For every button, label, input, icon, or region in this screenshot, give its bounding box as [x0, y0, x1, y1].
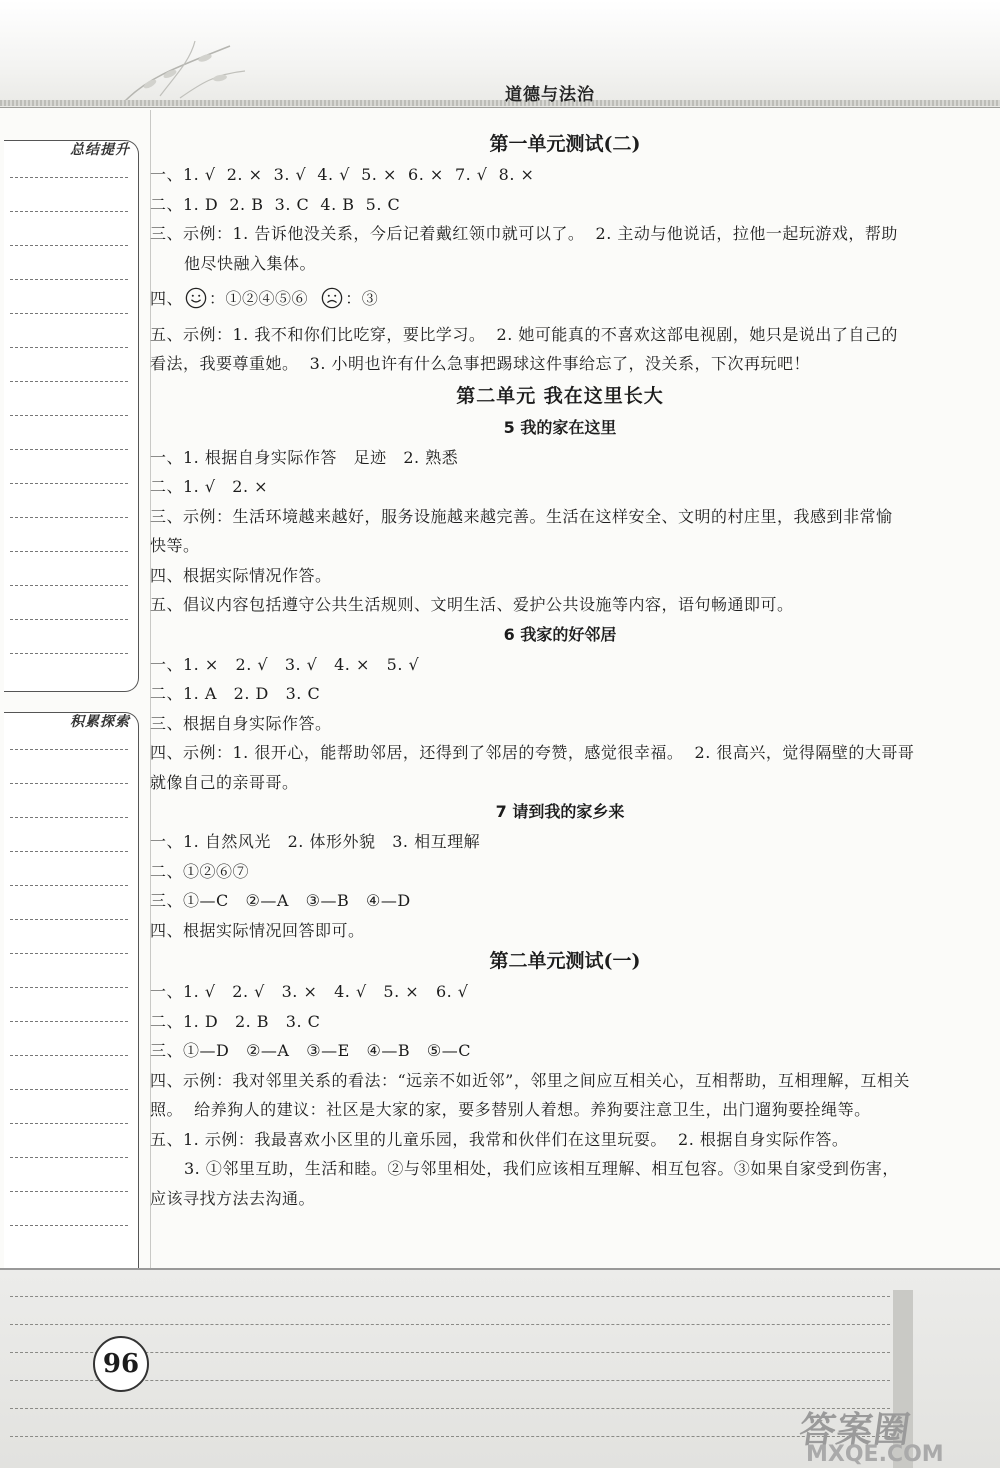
footer-rule [0, 1268, 1000, 1270]
writing-line [10, 1123, 128, 1124]
answer-line: 二、①②⑥⑦ [150, 861, 250, 881]
footer-writing-line [10, 1436, 890, 1437]
writing-line [10, 313, 128, 314]
writing-line [10, 415, 128, 416]
lesson6-title: 6 我家的好邻居 [503, 624, 617, 644]
writing-line [10, 817, 128, 818]
sidebar-explore-box [4, 712, 139, 1269]
sad-answers: ：③ [345, 289, 379, 308]
writing-line [10, 1089, 128, 1090]
answer-line: 一、1. √ 2. × 3. √ 4. √ 5. × 6. × 7. √ 8. × [150, 165, 535, 184]
answer-line: 一、1. √ 2. √ 3. × 4. √ 5. × 6. √ [150, 982, 469, 1001]
answer-line: 看法，我要尊重她。 3. 小明也许有什么急事把踢球这件事给忘了，没关系，下次再玩吧！ [150, 354, 811, 373]
page-number: 96 [93, 1336, 149, 1392]
writing-line [10, 783, 128, 784]
writing-line [10, 381, 128, 382]
sidebar-explore-title: 积累探索 [70, 714, 130, 730]
answer-line: 五、示例：1. 我不和你们比吃穿，要比学习。 2. 她可能真的不喜欢这部电视剧，她只是说出了自己的 [150, 324, 898, 344]
answer-line: 应该寻找方法去沟通。 [150, 1188, 316, 1208]
subject-title: 道德与法治 [505, 85, 595, 105]
writing-line [10, 1225, 128, 1226]
writing-line [10, 347, 128, 348]
answer-prefix: 四、 [150, 289, 184, 308]
answer-line: 3. ①邻里互助，生活和睦。②与邻里相处，我们应该相互理解、相互包容。③如果自家受到伤害， [184, 1159, 899, 1178]
writing-line [10, 1055, 128, 1056]
answer-line: 二、1. √ 2. × [150, 477, 269, 496]
writing-line [10, 245, 128, 246]
writing-line [10, 653, 128, 654]
writing-line [10, 211, 128, 212]
writing-line [10, 483, 128, 484]
answer-line: 二、1. A 2. D 3. C [150, 684, 321, 703]
footer-writing-line [10, 1324, 890, 1325]
writing-line [10, 919, 128, 920]
writing-line [10, 1191, 128, 1192]
answer-line: 五、1. 示例：我最喜欢小区里的儿童乐园，我常和伙伴们在这里玩耍。 2. 根据自身实际作答。 [150, 1129, 849, 1149]
answer-line: 二、1. D 2. B 3. C 4. B 5. C [150, 194, 401, 214]
writing-line [10, 551, 128, 552]
unit2-test1-title: 第二单元测试(一) [489, 950, 641, 972]
unit2-title: 第二单元 我在这里长大 [456, 384, 664, 407]
writing-line [10, 449, 128, 450]
answer-line: 一、1. 自然风光 2. 体形外貌 3. 相互理解 [150, 832, 481, 851]
writing-line [10, 851, 128, 852]
writing-line [10, 177, 128, 178]
answer-line: 照。 给养狗人的建议：社区是大家的家，要多替别人着想。养狗要注意卫生，出门遛狗要拴绳等。 [150, 1100, 871, 1119]
plant-decoration-icon [120, 36, 250, 106]
answer-line: 三、①—C ②—A ③—B ④—D [150, 891, 411, 910]
writing-line [10, 987, 128, 988]
answer-line: 四、根据实际情况作答。 [150, 565, 332, 585]
answer-line: 快等。 [150, 536, 200, 555]
lesson7-title: 7 请到我的家乡来 [495, 802, 625, 821]
writing-line [10, 1157, 128, 1158]
watermark-logo: 答案圈 [796, 1410, 914, 1451]
answer-line: 就像自己的亲哥哥。 [150, 772, 299, 792]
sad-face-icon [321, 287, 343, 309]
answer-line: 他尽快融入集体。 [184, 253, 317, 273]
writing-line [10, 619, 128, 620]
answer-line: 五、倡议内容包括遵守公共生活规则、文明生活、爱护公共设施等内容，语句畅通即可。 [150, 595, 794, 614]
footer-writing-line [10, 1408, 890, 1409]
answer-line: 二、1. D 2. B 3. C [150, 1011, 321, 1031]
answer-line: 一、1. 根据自身实际作答 足迹 2. 熟悉 [150, 447, 459, 467]
writing-line [10, 279, 128, 280]
sidebar-summary-box [4, 140, 139, 692]
answer-line: 三、示例：生活环境越来越好，服务设施越来越完善。生活在这样安全、文明的村庄里，我感到非常愉 [150, 506, 893, 526]
answer-content [150, 128, 970, 1213]
answer-line: 一、1. × 2. √ 3. √ 4. × 5. √ [150, 654, 420, 674]
header-rule-line [0, 107, 1000, 108]
writing-line [10, 517, 128, 518]
header-rule [0, 100, 1000, 106]
answer-line: 四、示例：我对邻里关系的看法：“远亲不如近邻”，邻里之间应互相关心，互相帮助，互相理解，互相关 [150, 1070, 910, 1090]
writing-line [10, 953, 128, 954]
footer-writing-line [10, 1296, 890, 1297]
answer-line: 三、根据自身实际作答。 [150, 713, 332, 733]
smiley-face-icon [185, 287, 207, 309]
sidebar-summary-title: 总结提升 [70, 142, 130, 158]
lesson5-title: 5 我的家在这里 [503, 417, 617, 437]
answer-line-faces [150, 284, 970, 314]
unit1-test2-title: 第一单元测试(二) [489, 133, 641, 155]
answer-line: 三、①—D ②—A ③—E ④—B ⑤—C [150, 1041, 471, 1060]
answer-line: 四、根据实际情况回答即可。 [150, 920, 365, 940]
writing-line [10, 885, 128, 886]
answer-line: 三、示例：1. 告诉他没关系，今后记着戴红领巾就可以了。 2. 主动与他说话，拉他一起玩游戏，帮助 [150, 224, 898, 243]
writing-line [10, 1021, 128, 1022]
writing-line [10, 585, 128, 586]
watermark-url: MXQE.COM [806, 1442, 944, 1467]
writing-line [10, 749, 128, 750]
answer-line: 四、示例：1. 很开心，能帮助邻居，还得到了邻居的夸赞，感觉很幸福。 2. 很高兴，觉得隔壁的大哥哥 [150, 743, 915, 762]
happy-answers: ：①②④⑤⑥ [209, 289, 309, 308]
